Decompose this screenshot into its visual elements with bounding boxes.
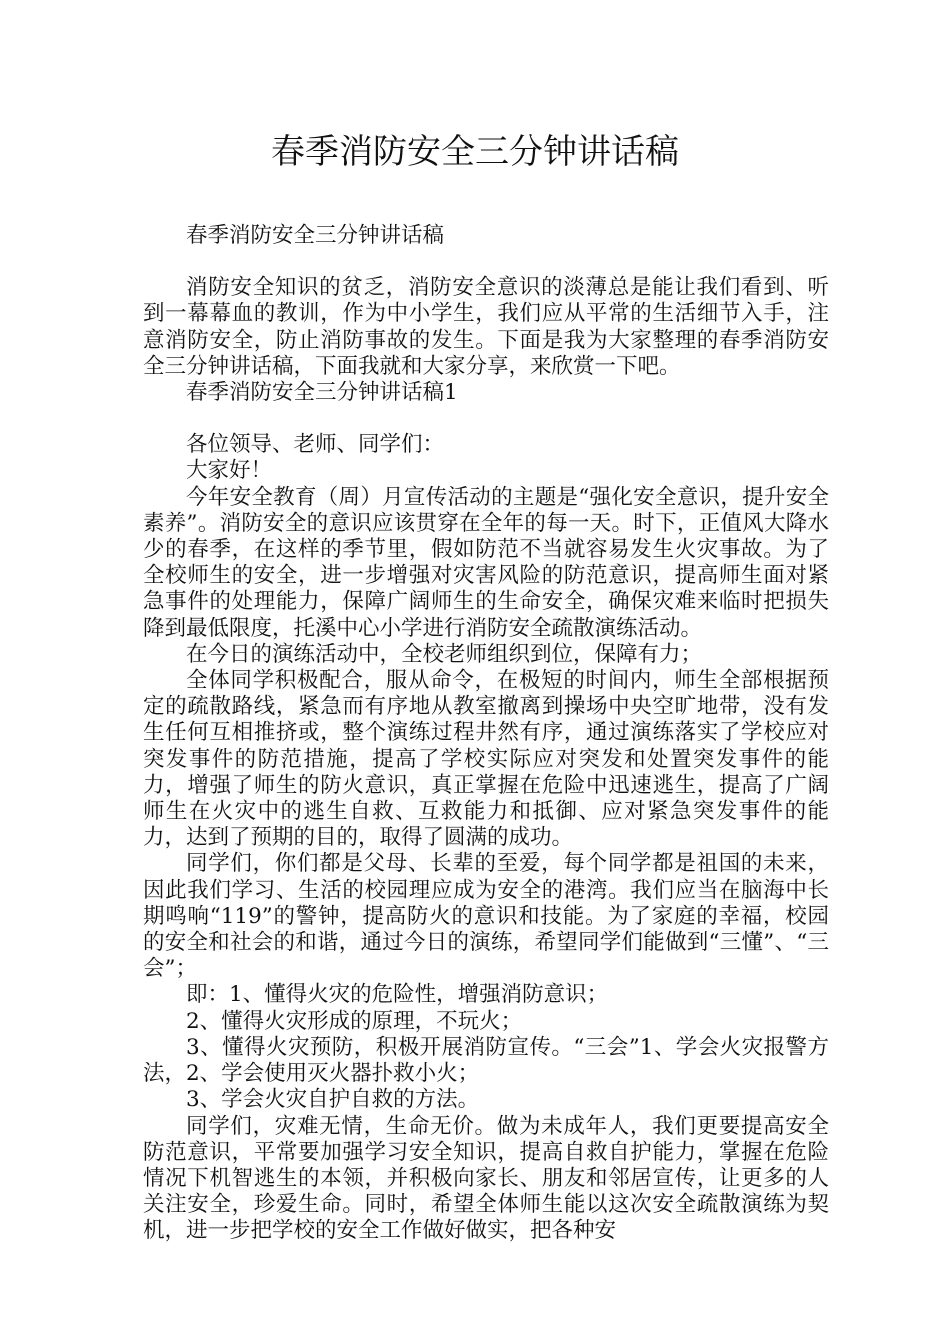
document-body (143, 223, 829, 1245)
body-paragraph: 在今日的演练活动中，全校老师组织到位，保障有力； (186, 641, 703, 667)
intro-paragraph: 消防安全知识的贫乏，消防安全意识的淡薄总是能让我们看到、听到一幕幕血的教训，作为中小学生，我们应从平常的生活细节入手，注意消防安全，防止消防事故的发生。下面是我为大家整理的春季消防安全三分钟讲话稿，下面我就和大家分享，来欣赏一下吧。 (143, 275, 829, 379)
body-paragraph: 今年安全教育（周）月宣传活动的主题是“强化安全意识，提升安全素养”。消防安全的意识应该贯穿在全年的每一天。时下，正值风大降水少的春季，在这样的季节里，假如防范不当就容易发生火灾事故。为了全校师生的安全，进一步增强对灾害风险的防范意识，提高师生面对紧急事件的处理能力，保障广阔师生的生命安全，确保灾难来临时把损失降到最低限度，托溪中心小学进行消防安全疏散演练活动。 (143, 484, 829, 641)
body-paragraph: 即：1、懂得火灾的危险性，增强消防意识； (186, 982, 609, 1008)
body-paragraph: 3、学会火灾自护自救的方法。 (186, 1087, 480, 1113)
body-paragraph: 全体同学积极配合，服从命令，在极短的时间内，师生全部根据预定的疏散路线，紧急而有序地从教室撤离到操场中央空旷地带，没有发生任何互相推挤或，整个演练过程井然有序，通过演练落实了学校应对突发事件的防范措施，提高了学校实际应对突发和处置突发事件的能力，增强了师生的防火意识，真正掌握在危险中迅速逃生，提高了广阔师生在火灾中的逃生自救、互救能力和抵御、应对紧急突发事件的能力，达到了预期的目的，取得了圆满的成功。 (143, 668, 829, 851)
body-paragraph: 同学们，你们都是父母、长辈的至爱，每个同学都是祖国的未来，因此我们学习、生活的校园理应成为安全的港湾。我们应当在脑海中长期鸣响“119”的警钟，提高防火的意识和技能。为了家庭的幸福，校园的安全和社会的和谐，通过今日的演练，希望同学们能做到“三懂”、“三会”； (143, 851, 829, 982)
hello-line: 大家好！ (186, 458, 273, 484)
body-paragraph: 同学们，灾难无情，生命无价。做为未成年人，我们更要提高安全防范意识，平常要加强学习安全知识，提高自救自护能力，掌握在危险情况下机智逃生的本领，并积极向家长、朋友和邻居宣传，让更多的人关注安全，珍爱生命。同时，希望全体师生能以这次安全疏散演练为契机，进一步把学校的安全工作做好做实，把各种安 (143, 1113, 829, 1244)
subtitle-line: 春季消防安全三分钟讲话稿 (186, 223, 445, 248)
document-title: 春季消防安全三分钟讲话稿 (271, 132, 679, 172)
greeting-line: 各位领导、老师、同学们： (186, 432, 445, 458)
section-heading: 春季消防安全三分钟讲话稿1 (186, 380, 458, 406)
body-paragraph: 3、懂得火灾预防，积极开展消防宣传。“三会”1、学会火灾报警方法，2、学会使用灭火器扑救小火； (143, 1034, 829, 1087)
body-paragraph: 2、懂得火灾形成的原理，不玩火； (186, 1008, 523, 1034)
